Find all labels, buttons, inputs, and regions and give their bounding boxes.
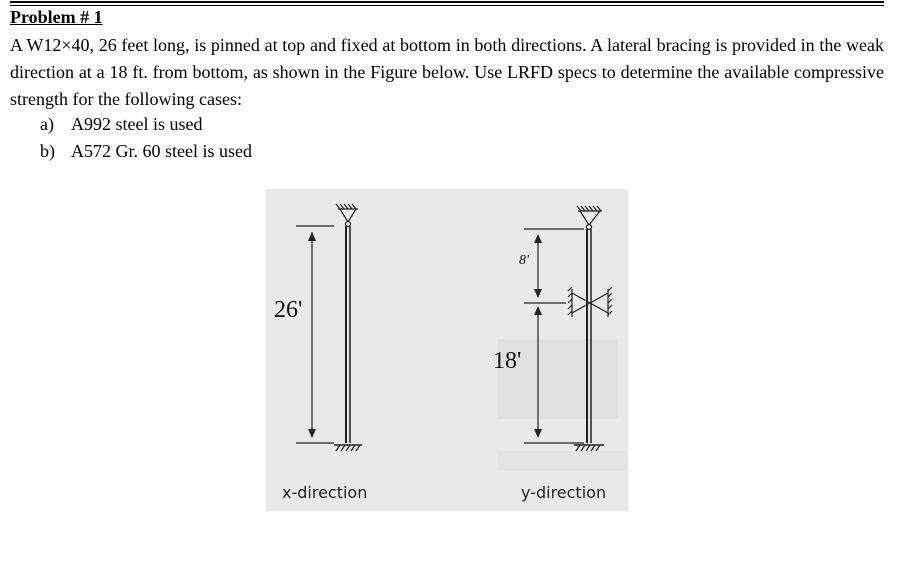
y-direction-caption: y-direction: [521, 483, 607, 502]
top-rule: [10, 1, 884, 3]
y-lower-length-label: 18': [493, 348, 522, 374]
case-label: b): [40, 141, 55, 161]
case-text: A572 Gr. 60 steel is used: [71, 141, 252, 161]
x-direction-caption: x-direction: [282, 483, 368, 502]
column-figure: [266, 189, 628, 511]
y-upper-length-label: 8': [519, 253, 529, 268]
top-rule-thin: [10, 5, 884, 6]
problem-title: Problem # 1: [10, 7, 103, 27]
case-item: [40, 138, 252, 165]
case-item: [40, 111, 202, 138]
case-label: a): [40, 114, 54, 134]
problem-statement: A W12×40, 26 feet long, is pinned at top and fixed at bottom in both directions. A lateral bracing is provided in the weak direction at a 18 ft. from bottom, as shown in the Figure below. Use LRFD specs to determine the available compressive strength for the following cases:: [10, 35, 884, 109]
case-text: A992 steel is used: [71, 114, 203, 134]
x-length-label: 26': [274, 297, 303, 323]
column-diagram: [266, 189, 628, 511]
